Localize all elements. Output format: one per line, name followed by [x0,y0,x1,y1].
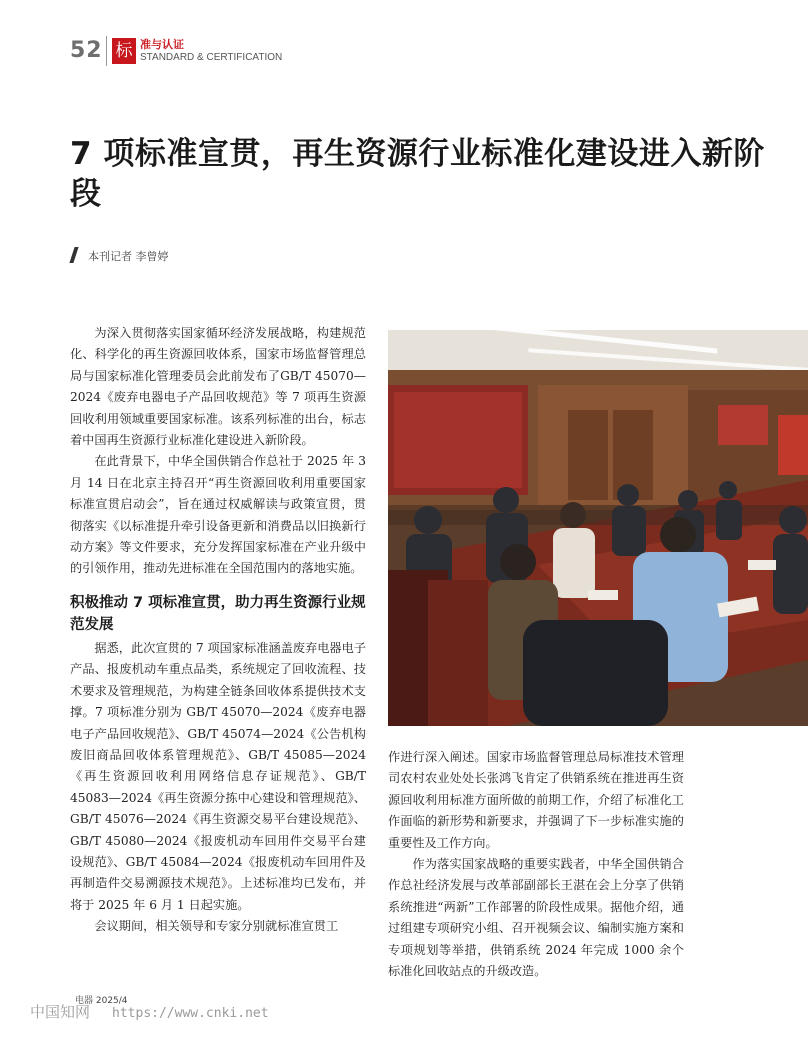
watermark [30,1001,269,1022]
byline [72,247,169,264]
pen-icon [69,247,78,263]
article-title: 7 项标准宣贯，再生资源行业标准化建设进入新阶段 [70,136,765,212]
section-badge: 标 [112,38,136,64]
left-column [70,323,366,938]
byline-text: 本刊记者 李曾婷 [88,250,169,263]
paragraph: 作为落实国家战略的重要实践者，中华全国供销合作总社经济发展与改革部副部长王湛在会上分享了供销系统推进“两新”工作部署的阶段性成果。据他介绍，通过组建专项研究小组、召开视频会议、编制实施方案和专项规划等举措，供销系统 2024 年完成 1000 余个标准化回收站点的升级改造。 [388,857,684,979]
subheading: 积极推动 7 项标准宣贯，助力再生资源行业规范发展 [70,594,366,633]
paragraph: 作进行深入阐述。国家市场监督管理总局标准技术管理司农村农业处处长张鸿飞肯定了供销系统在推进再生资源回收利用标准方面所做的前期工作，介绍了标准化工作面临的新形势和新要求，并强调了下一步标准实施的重要性及工作方向。 [388,750,684,850]
page-number: 52 [70,38,103,63]
section-title-en: STANDARD & CERTIFICATION [140,52,283,63]
paragraph: 在此背景下，中华全国供销合作总社于 2025 年 3 月 14 日在北京主持召开“再生资源回收利用重要国家标准宣贯启动会”，旨在通过权威解读与政策宣贯，贯彻落实《以标准提升牵引设备更新和消费品以旧换新行动方案》等文件要求，充分发挥国家标准在产业升级中的引领作用，推动先进标准在全国范围内的落地实施。 [70,454,366,576]
section-title-cn: 准与认证 [140,38,184,51]
right-column [388,747,684,982]
paragraph: 据悉，此次宣贯的 7 项国家标准涵盖废弃电器电子产品、报废机动车重点品类，系统规定了回收流程、技术要求及管理规范，为构建全链条回收体系提供技术支撑。7 项标准分别为 GB/T 45070—2024《废弃电器电子产品回收规范》、GB/T 45074—2024《公告机构废旧商品回收体系管理规范》、GB/T 45085—2024《再生资源回收利用网络信息存证规范》、GB/T 45083—2024《再生资源分拣中心建设和管理规范》、GB/T 45076—2024《再生资源交易平台建设规范》、GB/T 45080—2024《报废机动车回用件交易平台建设规范》、GB/T 45084—2024《报废机动车回用件及再制造件交易溯源技术规范》。上述标准均已发布，并将于 2025 年 6 月 1 日起实施。 [70,640,366,912]
meeting-photo-illustration [388,330,808,726]
watermark-url: https://www.cnki.net [112,1006,269,1021]
paragraph: 为深入贯彻落实国家循环经济发展战略，构建规范化、科学化的再生资源回收体系，国家市场监督管理总局与国家标准化管理委员会此前发布了GB/T 45070—2024《废弃电器电子产品回收规范》等 7 项再生资源回收利用领域重要国家标准。该系列标准的出台，标志着中国再生资源行业标准化建设进入新阶段。 [70,326,366,448]
header-divider [106,36,107,66]
issue-footer: 电器 2025/4 [75,996,128,1006]
watermark-text: 中国知网 [30,1003,91,1021]
paragraph: 会议期间，相关领导和专家分别就标准宣贯工 [94,919,339,934]
meeting-photo [388,330,808,726]
